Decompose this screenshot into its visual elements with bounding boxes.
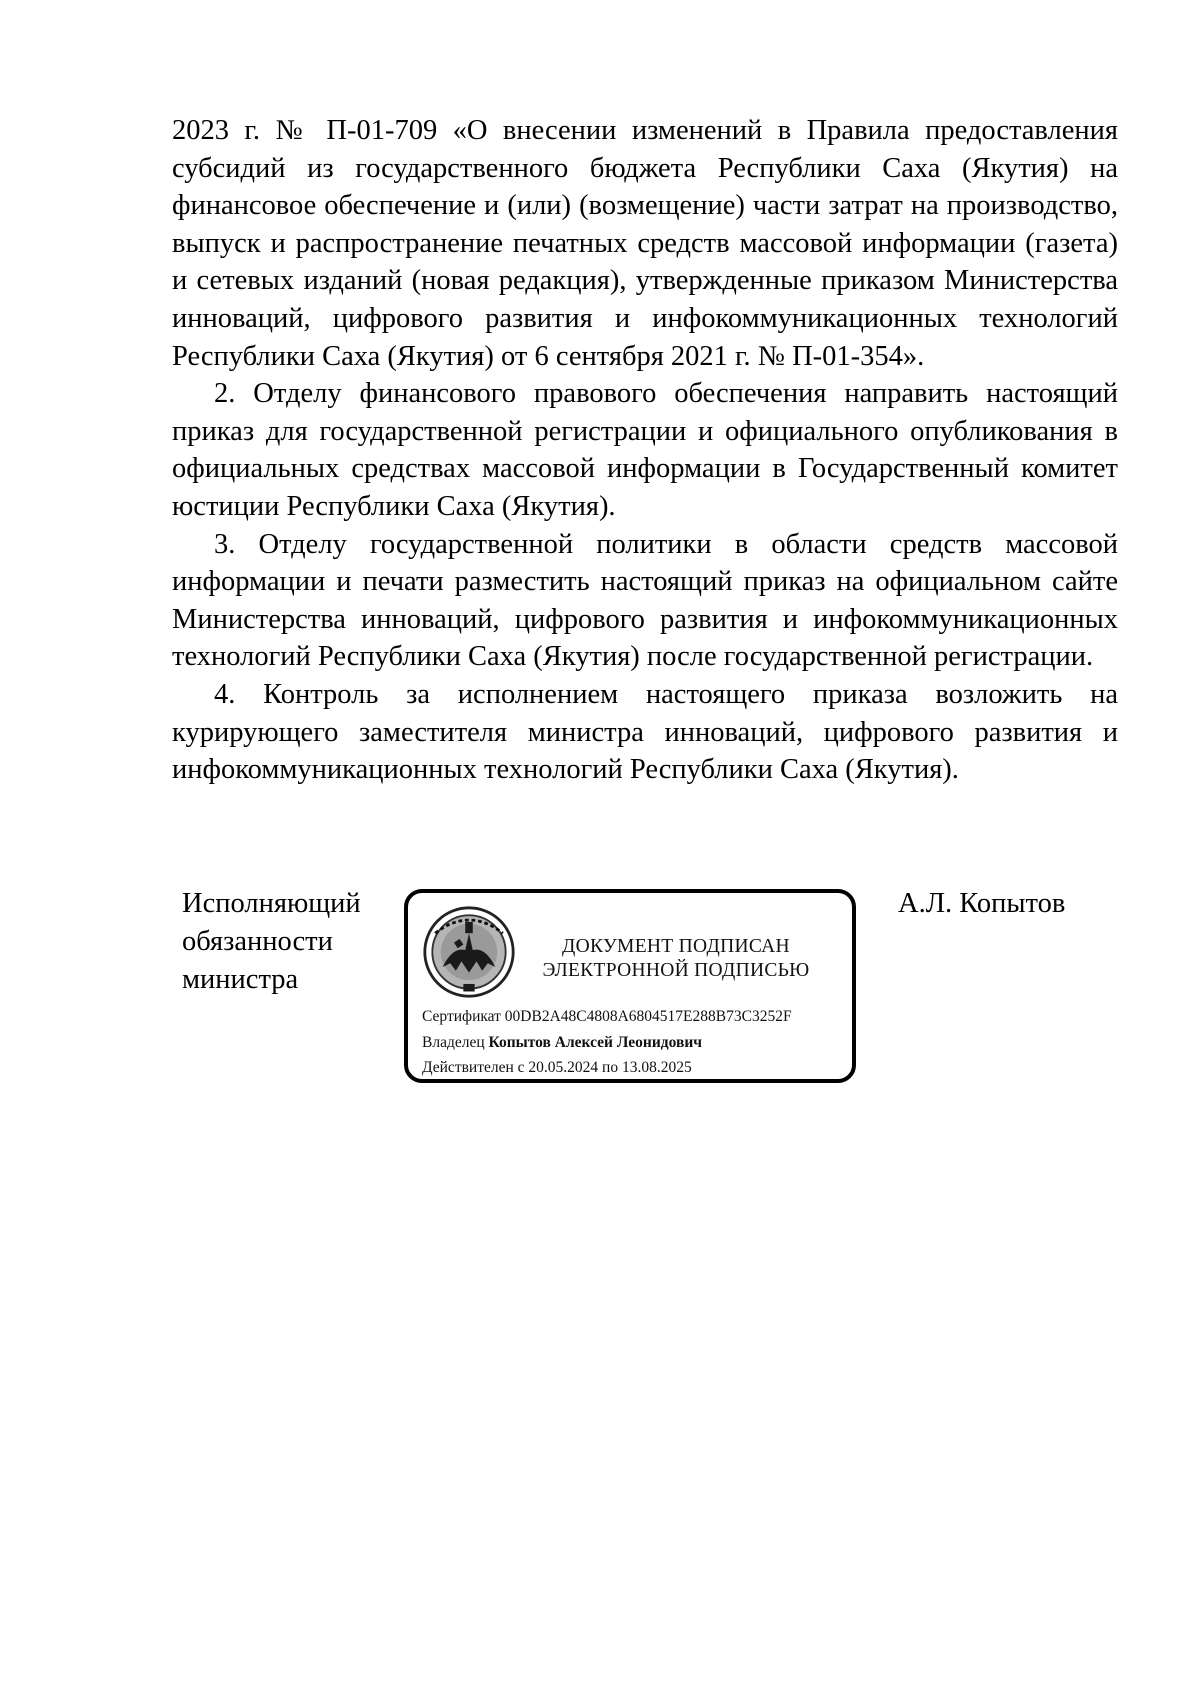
signer-position-line: министра: [182, 964, 299, 995]
coat-of-arms-emblem-icon: [422, 905, 516, 999]
order-body: [172, 112, 1118, 789]
electronic-signature-stamp: [404, 889, 856, 1083]
certificate-value: 00DB2A48C4808A6804517E288B73C3252F: [504, 1008, 792, 1025]
stamp-title: [526, 935, 826, 983]
valid-to: 13.08.2025: [621, 1059, 692, 1076]
stamp-title-line: ДОКУМЕНТ ПОДПИСАН: [562, 936, 790, 957]
validity-row: [422, 1058, 692, 1078]
certificate-row: [422, 1007, 792, 1027]
stamp-title-line: ЭЛЕКТРОННОЙ ПОДПИСЬЮ: [542, 960, 810, 981]
paragraph-4: 4. Контроль за исполнением настоящего приказа возложить на курирующего заместителя министра инноваций, цифрового развития и инфокоммуникационных технологий Республики Саха (Якутия).: [172, 678, 1118, 786]
signer-position-line: Исполняющий: [182, 888, 361, 919]
signer-name: А.Л. Копытов: [898, 888, 1066, 919]
owner-value: Копытов Алексей Леонидович: [488, 1034, 703, 1051]
certificate-label: Сертификат: [422, 1008, 501, 1025]
valid-from: 20.05.2024: [528, 1059, 599, 1076]
owner-row: [422, 1033, 702, 1053]
valid-to-label: по: [602, 1059, 619, 1076]
signer-position-line: обязанности: [182, 926, 333, 957]
paragraph-3: 3. Отделу государственной политики в области средств массовой информации и печати разместить настоящий приказ на официальном сайте Министерства инноваций, цифрового развития и инфокоммуникационных технологий Республики Саха (Якутия) после государственной регистрации.: [172, 528, 1118, 673]
signer-position: [182, 885, 382, 999]
paragraph-1: 2023 г. № П-01-709 «О внесении изменений в Правила предоставления субсидий из государственного бюджета Республики Саха (Якутия) на финансовое обеспечение и (или) (возмещение) части затрат на производство, выпуск и распространение печатных средств массовой информации (газета) и сетевых изданий (новая редакция), утвержденные приказом Министерства инноваций, цифрового развития и инфокоммуникационных технологий Республики Саха (Якутия) от 6 сентября 2021 г. № П-01-354».: [172, 115, 1118, 372]
valid-label: Действителен с: [422, 1059, 525, 1076]
owner-label: Владелец: [422, 1034, 485, 1051]
paragraph-2: 2. Отделу финансового правового обеспечения направить настоящий приказ для государственной регистрации и официального опубликования в официальных средствах массовой информации в Государственный комитет юстиции Республики Саха (Якутия).: [172, 378, 1118, 522]
